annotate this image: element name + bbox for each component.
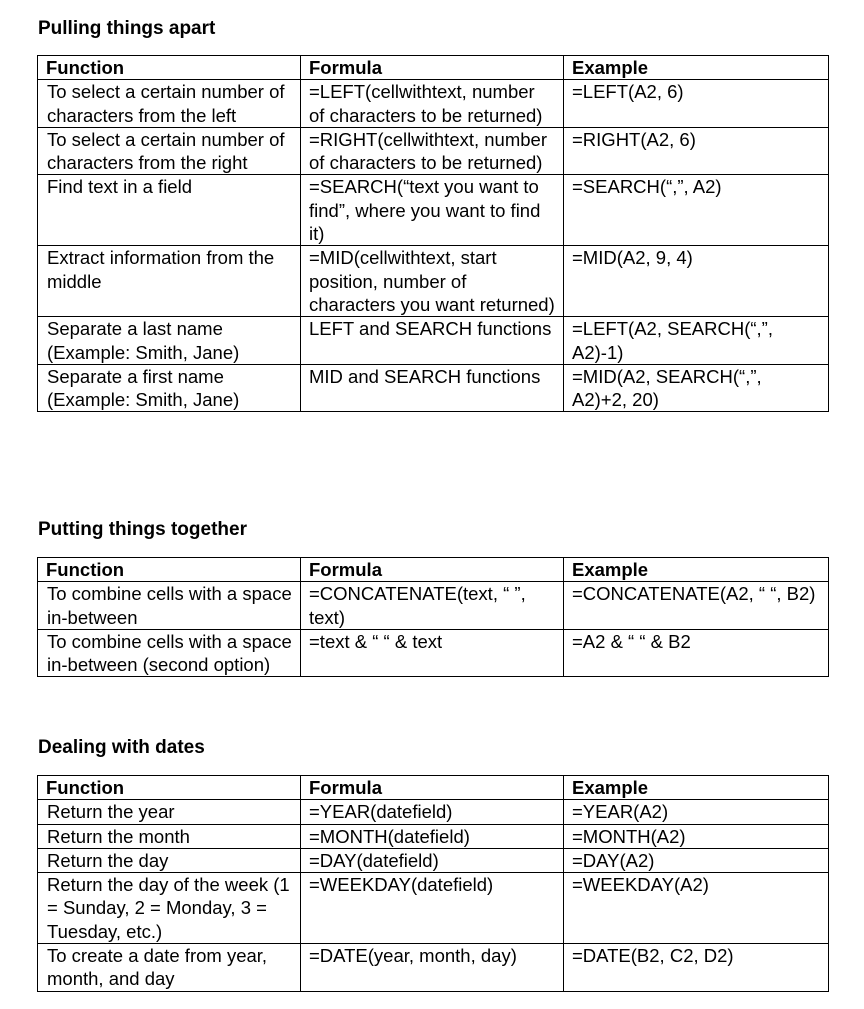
example-cell: =SEARCH(“,”, A2)	[564, 175, 829, 246]
formula-cell: =text & “ “ & text	[301, 629, 564, 677]
table-row	[38, 246, 829, 317]
example-cell: =RIGHT(A2, 6)	[564, 127, 829, 175]
example-cell: =YEAR(A2)	[564, 800, 829, 824]
table-header-row	[38, 776, 829, 800]
section-title-putting-together: Putting things together	[38, 519, 247, 540]
function-cell: To combine cells with a space in-between (second option)	[38, 629, 301, 677]
formula-cell: LEFT and SEARCH functions	[301, 317, 564, 365]
formula-cell: =MID(cellwithtext, start position, number of characters you want returned)	[301, 246, 564, 317]
function-cell: Return the day	[38, 848, 301, 872]
header-example: Example	[564, 56, 829, 80]
table-row	[38, 800, 829, 824]
header-formula: Formula	[301, 56, 564, 80]
header-example: Example	[564, 776, 829, 800]
header-formula: Formula	[301, 776, 564, 800]
formula-cell: =DATE(year, month, day)	[301, 944, 564, 992]
function-cell: Separate a first name (Example: Smith, Jane)	[38, 364, 301, 412]
formula-cell: =WEEKDAY(datefield)	[301, 873, 564, 944]
table-row	[38, 873, 829, 944]
table-row	[38, 848, 829, 872]
header-example: Example	[564, 558, 829, 582]
table-row	[38, 944, 829, 992]
example-cell: =MONTH(A2)	[564, 824, 829, 848]
example-cell: =MID(A2, SEARCH(“,”, A2)+2, 20)	[564, 364, 829, 412]
example-cell: =CONCATENATE(A2, “ “, B2)	[564, 582, 829, 630]
function-cell: To create a date from year, month, and day	[38, 944, 301, 992]
example-cell: =MID(A2, 9, 4)	[564, 246, 829, 317]
example-cell: =LEFT(A2, 6)	[564, 80, 829, 128]
header-function: Function	[38, 558, 301, 582]
formula-cell: =LEFT(cellwithtext, number of characters to be returned)	[301, 80, 564, 128]
formula-cell: =RIGHT(cellwithtext, number of characters to be returned)	[301, 127, 564, 175]
function-cell: Separate a last name (Example: Smith, Jane)	[38, 317, 301, 365]
table-row	[38, 582, 829, 630]
putting-together-table	[37, 557, 829, 677]
formula-cell: =YEAR(datefield)	[301, 800, 564, 824]
table-header-row	[38, 558, 829, 582]
function-cell: Find text in a field	[38, 175, 301, 246]
dates-table	[37, 775, 829, 992]
pulling-apart-table	[37, 55, 829, 412]
table-row	[38, 364, 829, 412]
section-title-pulling-apart: Pulling things apart	[38, 18, 216, 39]
example-cell: =WEEKDAY(A2)	[564, 873, 829, 944]
header-function: Function	[38, 56, 301, 80]
formula-cell: MID and SEARCH functions	[301, 364, 564, 412]
table-row	[38, 317, 829, 365]
table-row	[38, 629, 829, 677]
formula-cell: =DAY(datefield)	[301, 848, 564, 872]
example-cell: =A2 & “ “ & B2	[564, 629, 829, 677]
formula-cell: =SEARCH(“text you want to find”, where you want to find it)	[301, 175, 564, 246]
function-cell: Return the day of the week (1 = Sunday, 2 = Monday, 3 = Tuesday, etc.)	[38, 873, 301, 944]
example-cell: =LEFT(A2, SEARCH(“,”, A2)-1)	[564, 317, 829, 365]
function-cell: Extract information from the middle	[38, 246, 301, 317]
table-row	[38, 127, 829, 175]
function-cell: Return the month	[38, 824, 301, 848]
table-row	[38, 80, 829, 128]
function-cell: Return the year	[38, 800, 301, 824]
section-title-dealing-with-dates: Dealing with dates	[38, 737, 205, 758]
header-formula: Formula	[301, 558, 564, 582]
function-cell: To combine cells with a space in-between	[38, 582, 301, 630]
table-header-row	[38, 56, 829, 80]
function-cell: To select a certain number of characters from the left	[38, 80, 301, 128]
formula-cell: =CONCATENATE(text, “ ”, text)	[301, 582, 564, 630]
function-cell: To select a certain number of characters from the right	[38, 127, 301, 175]
formula-cell: =MONTH(datefield)	[301, 824, 564, 848]
table-row	[38, 824, 829, 848]
header-function: Function	[38, 776, 301, 800]
example-cell: =DATE(B2, C2, D2)	[564, 944, 829, 992]
table-row	[38, 175, 829, 246]
example-cell: =DAY(A2)	[564, 848, 829, 872]
